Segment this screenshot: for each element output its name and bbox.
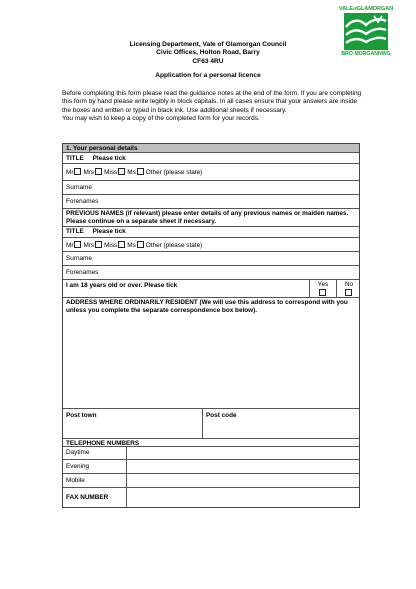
title-label (66, 155, 126, 162)
section-1-title: 1. Your personal details (66, 144, 138, 152)
title-row (63, 152, 359, 163)
option-mrs-label-2: Mrs (83, 242, 95, 249)
option-mr-label-2: Mr (66, 242, 74, 249)
please-tick-label: Please tick (92, 155, 126, 162)
header-line-3: CF63 4RU (192, 57, 224, 65)
title-row-2 (63, 226, 359, 237)
daytime-row[interactable] (63, 446, 359, 459)
option-mr-label: Mr (66, 169, 74, 176)
previous-names-label: PREVIOUS NAMES (if relevant) please enter details of any previous names or maiden names. Please continue on a separate sheet if necessary. (66, 210, 349, 225)
option-ms-label: Ms (127, 169, 136, 176)
logo-bottom-text: BRO MORGANNWG (341, 51, 391, 57)
title-options-row (63, 163, 359, 180)
telephone-label: TELEPHONE NUMBERS (66, 439, 140, 447)
checkbox-ms-2[interactable] (137, 241, 144, 248)
telephone-header-row (63, 438, 359, 446)
no-label: No (344, 281, 354, 288)
title-label-2-text: TITLE (66, 228, 84, 235)
age-question-label: I am 18 years old or over. Please tick (66, 282, 178, 289)
previous-surname-label: Surname (66, 255, 92, 262)
header-line-2: Civic Offices, Holton Road, Barry (156, 49, 260, 57)
title-label-text: TITLE (66, 155, 84, 162)
post-code-label: Post code (206, 412, 237, 419)
intro-text (62, 90, 362, 123)
previous-names-row (63, 208, 359, 226)
intro-paragraph-2: You may wish to keep a copy of the completed form for your records. (62, 114, 260, 122)
please-tick-label-2: Please tick (92, 228, 126, 235)
option-miss-label-2: Miss (104, 242, 118, 249)
option-mrs-label: Mrs (83, 169, 95, 176)
logo-text-vale: VALE (338, 6, 353, 12)
checkbox-mr[interactable] (74, 168, 81, 175)
telephone-column-divider (126, 446, 127, 508)
logo-text-glamorgan: GLAMORGAN (356, 6, 394, 12)
yes-label: Yes (317, 281, 329, 288)
fax-row[interactable] (63, 487, 359, 508)
yes-divider (309, 280, 310, 298)
option-other-label: Other (please state) (145, 169, 203, 176)
previous-forenames-row[interactable] (63, 265, 359, 279)
title-label-2 (66, 228, 126, 235)
checkbox-mrs-2[interactable] (95, 241, 102, 248)
previous-forenames-label: Forenames (66, 269, 99, 276)
title-options (66, 168, 202, 176)
checkbox-miss-2[interactable] (118, 241, 125, 248)
daytime-label: Daytime (66, 449, 90, 456)
checkbox-ms[interactable] (137, 168, 144, 175)
evening-label: Evening (66, 463, 90, 470)
logo-top-text (338, 6, 394, 12)
age-question-row (63, 279, 359, 297)
post-divider (202, 409, 203, 439)
application-title: Application for a personal licence (155, 72, 261, 79)
fax-label: FAX NUMBER (66, 494, 109, 501)
checkbox-yes[interactable] (319, 289, 326, 296)
checkbox-mrs[interactable] (95, 168, 102, 175)
header-line-1: Licensing Department, Vale of Glamorgan Council (129, 41, 287, 48)
surname-label: Surname (66, 184, 92, 191)
post-town-code-row (63, 408, 359, 438)
previous-surname-row[interactable] (63, 251, 359, 265)
checkbox-no[interactable] (345, 289, 352, 296)
title-options-2 (66, 241, 202, 249)
department-header (0, 41, 416, 66)
no-divider (336, 280, 337, 298)
section-1-header (63, 144, 359, 152)
mobile-row[interactable] (63, 473, 359, 487)
checkbox-mr-2[interactable] (74, 241, 81, 248)
post-town-label: Post town (66, 412, 97, 419)
forenames-row[interactable] (63, 194, 359, 208)
personal-details-form (62, 143, 360, 508)
address-row[interactable] (63, 297, 359, 408)
address-label: ADDRESS WHERE ORDINARILY RESIDENT (We will use this address to correspond with you unless you complete the separate correspondence box below). (66, 299, 348, 314)
surname-row[interactable] (63, 180, 359, 194)
logo-text-of: of (352, 6, 357, 11)
mobile-label: Mobile (66, 477, 85, 484)
option-ms-label-2: Ms (127, 242, 136, 249)
title-options-row-2 (63, 237, 359, 251)
checkbox-miss[interactable] (118, 168, 125, 175)
forenames-label: Forenames (66, 198, 99, 205)
evening-row[interactable] (63, 459, 359, 473)
option-miss-label: Miss (104, 169, 118, 176)
option-other-label-2: Other (please state) (145, 242, 203, 249)
intro-paragraph-1: Before completing this form please read the guidance notes at the end of the form. If you are completing this form by hand please write legibly in block capitals. In all cases ensure that your answers are inside the boxes and written or typed in black ink. Use additional sheets if necessary. (62, 90, 362, 114)
